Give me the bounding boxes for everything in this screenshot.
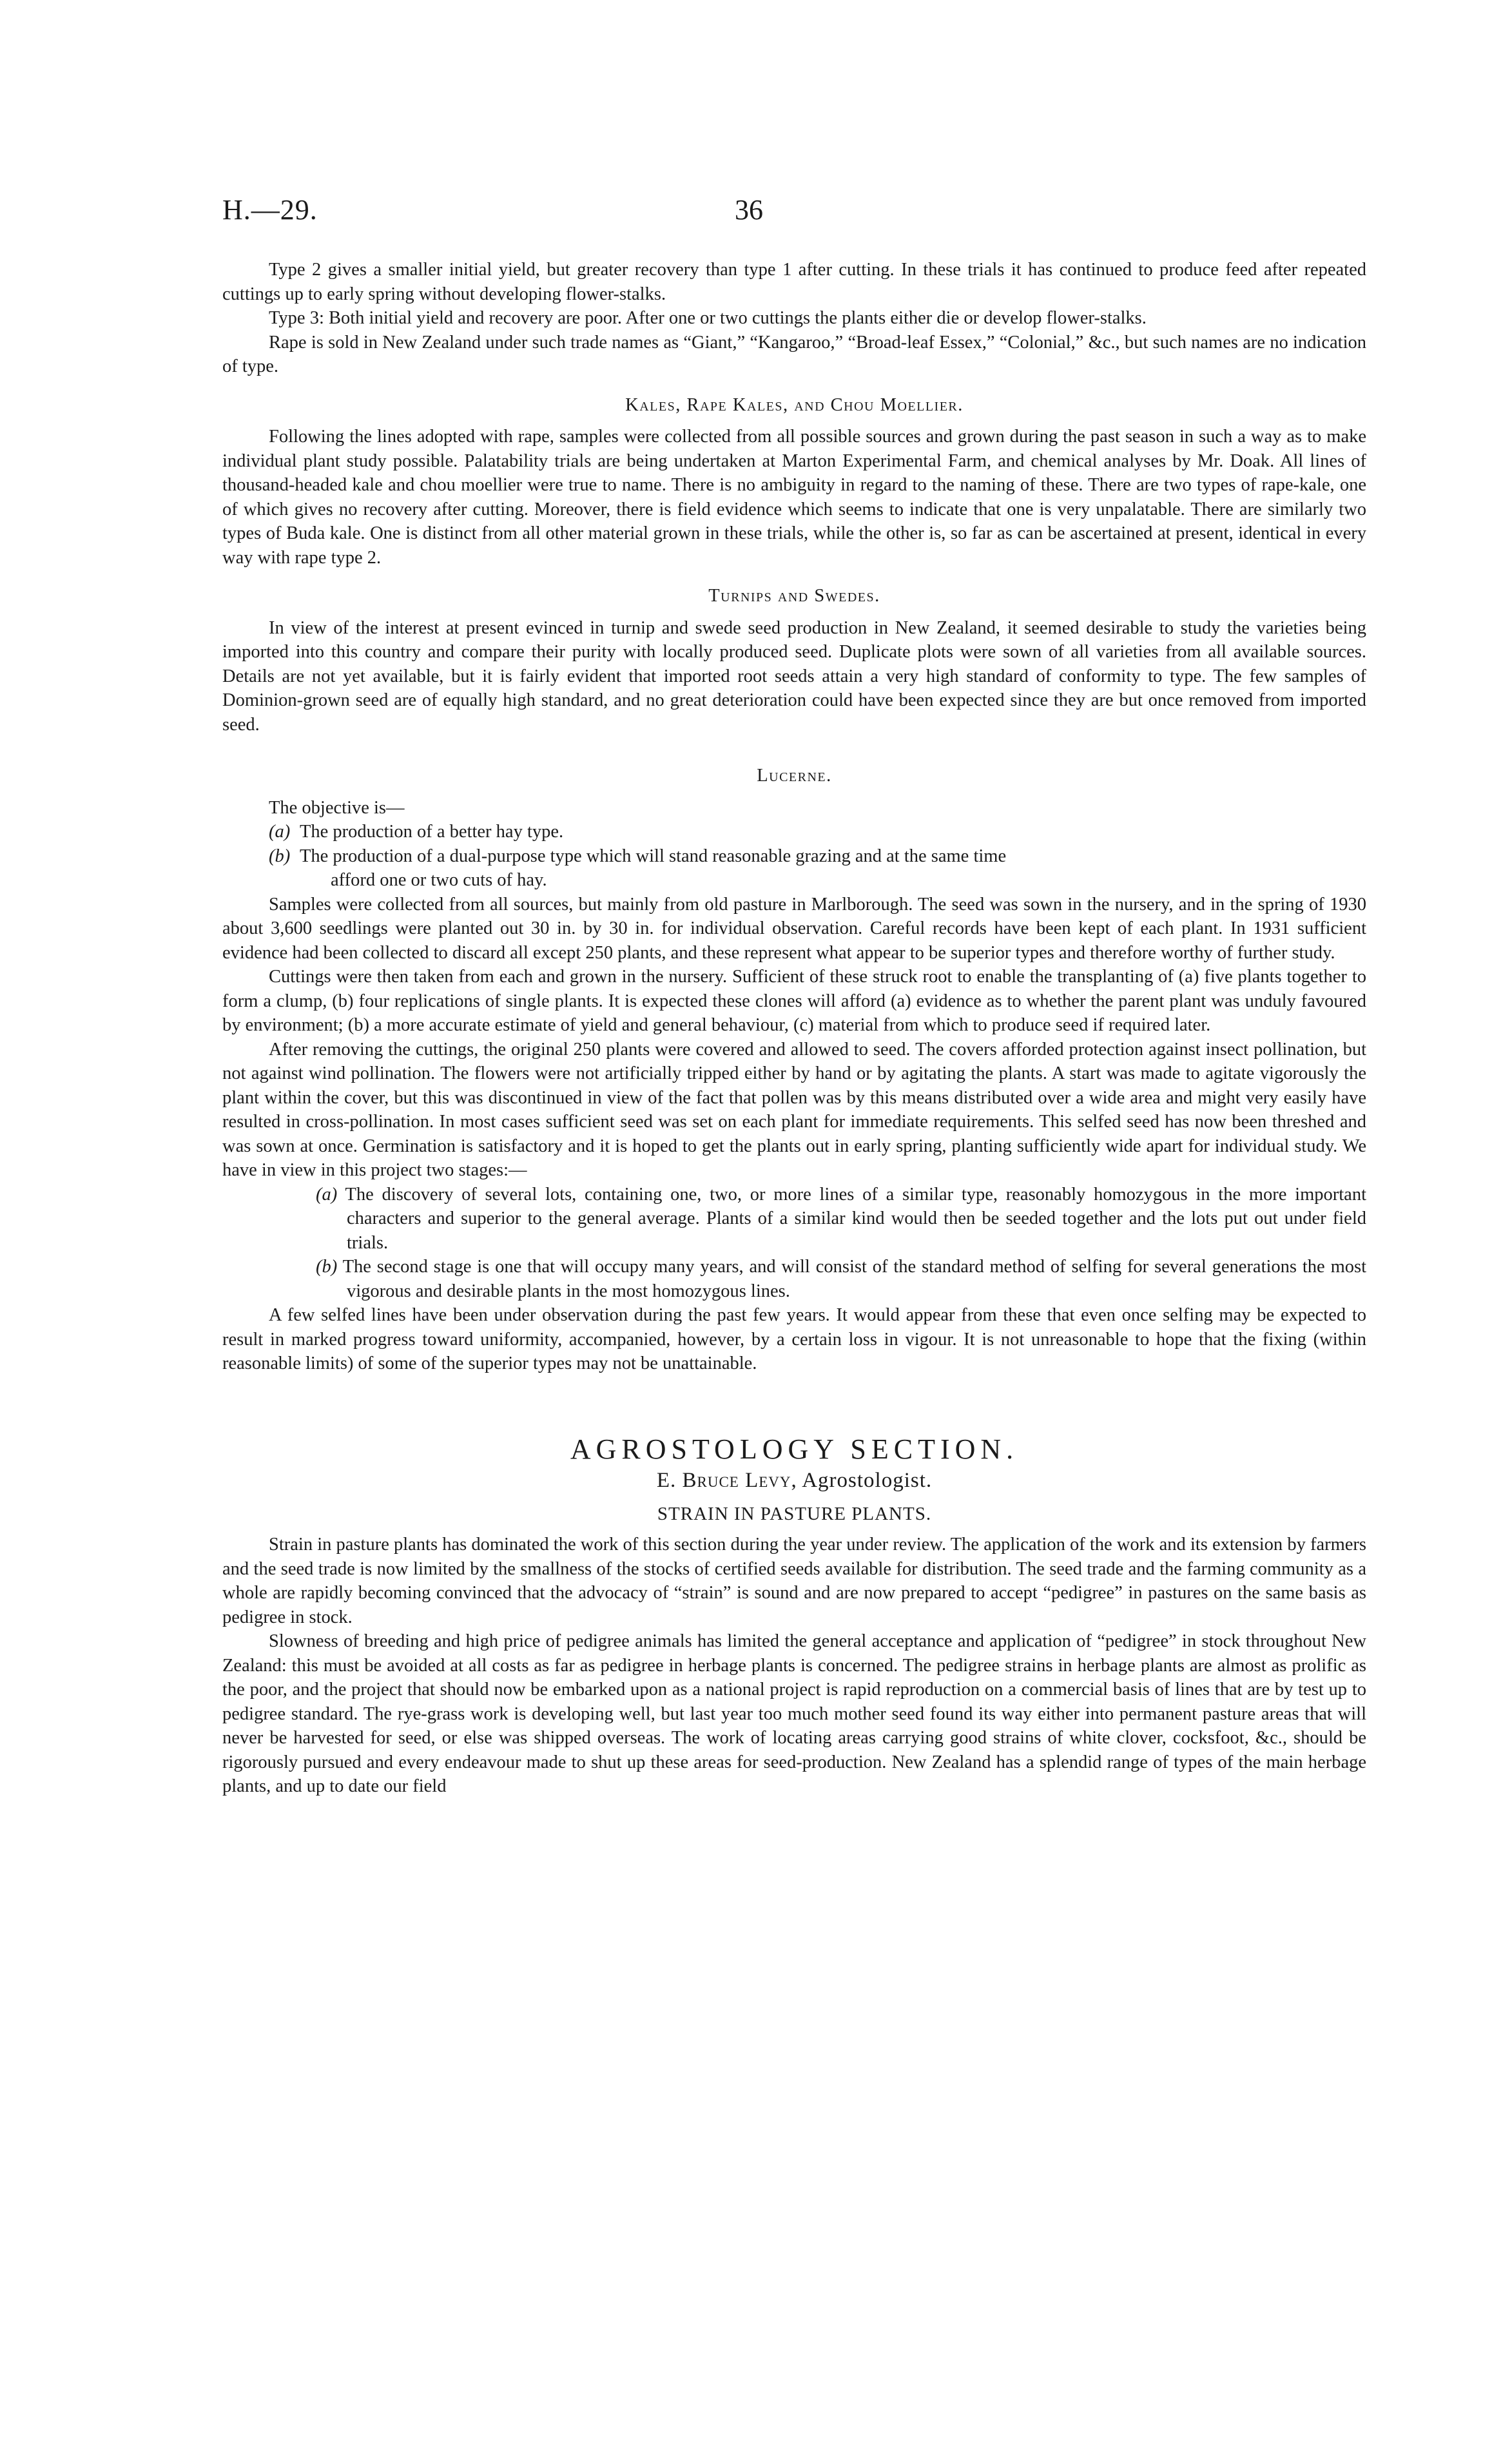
list-item-text <box>300 844 1366 893</box>
list-item-line: afford one or two cuts of hay. <box>331 870 547 890</box>
document-reference: H.—29. <box>222 194 318 226</box>
paragraph: Samples were collected from all sources, but mainly from old pasture in Marlborough. The seed was sown in the nursery, and in the spring of 1930 about 3,600 seedlings were planted out 30 in. by 30 in. for individual observation. Careful records have been kept of each plant. In 1931 sufficient evidence had been collected to discard all except 250 plants, and these represent what appear to be superior types and therefore worthy of further study. <box>222 894 1366 963</box>
section-heading-agrostology: AGROSTOLOGY SECTION. <box>570 1433 1019 1465</box>
paragraph: Rape is sold in New Zealand under such trade names as “Giant,” “Kangaroo,” “Broad-leaf Essex,” “Colonial,” &c., but such names are no indication of type. <box>222 332 1366 376</box>
section-heading-kales: Kales, Rape Kales, and Chou Moellier. <box>625 394 964 415</box>
document-body <box>222 258 1366 1799</box>
list-item-text: The production of a better hay type. <box>300 822 564 842</box>
paragraph: The objective is— <box>269 797 405 818</box>
list-item-label: (a) <box>269 822 291 842</box>
paragraph: After removing the cuttings, the original 250 plants were covered and allowed to seed. The covers afforded protection against insect pollination, but not against wind pollination. The flowers were not artificially tripped either by hand or by agitating the plants. A start was made to agitate vigorously the plant within the cover, but this was discontinued in view of the fact that pollen was by this means distributed over a wide area and might very easily have resulted in cross-pollination. In most cases sufficient seed was set on each plant for immediate requirements. This selfed seed has now been threshed and was sown at once. Germination is satisfactory and it is hoped to get the plants out in early spring, planting sufficiently wide apart for individual study. We have in view in this project two stages:— <box>222 1039 1366 1180</box>
list-item-text: The discovery of several lots, containing one, two, or more lines of a similar type, reasonably homozygous in the more important characters and superior to the general average. Plants of a similar kind would then be seeded together and the lots put out under field trials. <box>345 1184 1366 1253</box>
list-item <box>269 820 1366 844</box>
list-item-label: (a) <box>316 1184 338 1205</box>
list-item-label: (b) <box>269 846 291 866</box>
subsection-heading: STRAIN IN PASTURE PLANTS. <box>657 1503 932 1524</box>
list-item <box>269 844 1366 893</box>
paragraph: In view of the interest at present evinced in turnip and swede seed production in New Zealand, it seemed desirable to study the varieties being imported into this country and compare their purity with locally produced seed. Duplicate plots were sown of all varieties from all available sources. Details are not yet available, but it is fairly evident that imported root seeds attain a very high standard of conformity to type. The few samples of Dominion-grown seed are of equally high standard, and no great deterioration could have been expected since they are but once removed from imported seed. <box>222 617 1366 735</box>
author-role: , Agrostologist. <box>791 1469 933 1492</box>
list-item-line: The production of a dual-purpose type which will stand reasonable grazing and at the same time <box>300 846 1007 866</box>
section-heading-turnips: Turnips and Swedes. <box>708 586 880 606</box>
author-line <box>222 1469 1366 1493</box>
paragraph: Slowness of breeding and high price of pedigree animals has limited the general acceptance and application of “pedigree” in stock throughout New Zealand: this must be avoided at all costs as far as pedigree in herbage plants is concerned. The pedigree strains in herbage plants are almost as prolific as the poor, and the project that should now be embarked upon as a national project is rapid reproduction on a commercial basis of lines that are by test up to pedigree standard. The rye-grass work is developing well, but last year too much mother seed found its way either into permanent pasture areas that will never be harvested for seed, or else was shipped overseas. The work of locating areas carrying good strains of white clover, cocksfoot, &c., should be rigorously pursued and every endeavour made to shut up these areas for seed-production. New Zealand has a splendid range of types of the main herbage plants, and up to date our field <box>222 1631 1366 1796</box>
paragraph: Type 2 gives a smaller initial yield, but greater recovery than type 1 after cutting. In these trials it has continued to produce feed after repeated cuttings up to early spring without developing flower-stalks. <box>222 260 1366 304</box>
list-item <box>316 1255 1366 1303</box>
page-number: 36 <box>735 194 763 226</box>
author-name: E. Bruce Levy <box>656 1469 791 1492</box>
paragraph: Type 3: Both initial yield and recovery are poor. After one or two cuttings the plants either die or develop flower-stalks. <box>269 308 1147 328</box>
paragraph: Strain in pasture plants has dominated the work of this section during the year under review. The application of the work and its extension by farmers and the seed trade is now limited by the smallness of the stocks of certified seeds available for distribution. The seed trade and the farming community as a whole are rapidly becoming convinced that the advocacy of “strain” is sound and are now prepared to accept “pedigree” in pastures on the same basis as pedigree in stock. <box>222 1535 1366 1627</box>
list-item <box>316 1183 1366 1255</box>
list-item-text: The second stage is one that will occupy many years, and will consist of the standard method of selfing for several generations the most vigorous and desirable plants in the most homozygous lines. <box>342 1257 1366 1301</box>
paragraph: Following the lines adopted with rape, samples were collected from all possible sources and grown during the past season in such a way as to make individual plant study possible. Palatability trials are being undertaken at Marton Experimental Farm, and chemical analyses by Mr. Doak. All lines of thousand-headed kale and chou moellier were true to name. There is no ambiguity in regard to the naming of these. There are two types of rape-kale, one of which gives no recovery after cutting. Moreover, there is field evidence which seems to indicate that one is very unpalatable. There are similarly two types of Buda kale. One is distinct from all other material grown in these trials, while the other is, so far as can be ascertained at present, identical in every way with rape type 2. <box>222 427 1366 568</box>
paragraph: A few selfed lines have been under observation during the past few years. It would appear from these that even once selfing may be expected to result in marked progress toward uniformity, accompanied, however, by a certain loss in vigour. It is not unreasonable to hope that the fixing (within reasonable limits) of some of the superior types may not be unattainable. <box>222 1305 1366 1373</box>
list-item-label: (b) <box>316 1257 338 1277</box>
section-heading-lucerne: Lucerne. <box>757 766 832 786</box>
paragraph: Cuttings were then taken from each and grown in the nursery. Sufficient of these struck root to enable the transplanting of (a) five plants together to form a clump, (b) four replications of single plants. It is expected these clones will afford (a) evidence as to whether the parent plant was unduly favoured by environment; (b) a more accurate estimate of yield and general behaviour, (c) material from which to produce seed if required later. <box>222 967 1366 1035</box>
